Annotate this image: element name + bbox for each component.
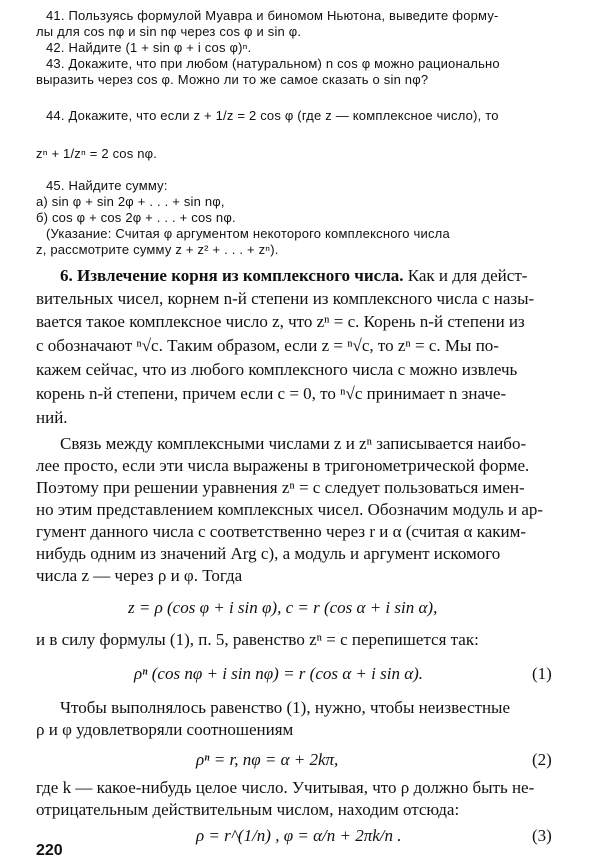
equation-3-label: (3) (532, 826, 552, 845)
section-line: отрицательным действительным числом, находим отсюда: (36, 800, 460, 819)
exercise-45-hint-line2: z, рассмотрите сумму z + z² + . . . + zⁿ). (36, 242, 279, 257)
exercise-45-a: а) sin φ + sin 2φ + . . . + sin nφ, (36, 194, 225, 209)
equation-1: ρⁿ (cos nφ + i sin nφ) = r (cos α + i sin α). (134, 664, 424, 683)
section-line: гумент данного числа c соответственно через r и α (считая α каким- (36, 522, 527, 541)
section-intro-text: Как и для дейст- (407, 266, 528, 285)
equation-1-label: (1) (532, 664, 552, 683)
section-line: где k — какое-нибудь целое число. Учитывая, что ρ должно быть не- (36, 778, 535, 797)
section-line: Поэтому при решении уравнения zⁿ = c следует пользоваться имен- (36, 478, 525, 497)
page-number: 220 (36, 842, 63, 859)
exercise-44-line2: zⁿ + 1/zⁿ = 2 cos nφ. (36, 146, 158, 161)
section-line: ний. (36, 408, 68, 427)
section-line: нибудь одним из значений Arg c), а модуль и аргумент искомого (36, 544, 501, 563)
equation-2: ρⁿ = r, nφ = α + 2kπ, (196, 750, 339, 769)
exercise-45-b: б) cos φ + cos 2φ + . . . + cos nφ. (36, 210, 236, 225)
exercise-44-line1: 44. Докажите, что если z + 1/z = 2 cos φ (где z — комплексное число), то (46, 108, 499, 123)
section-first-line (60, 266, 527, 286)
section-line: кажем сейчас, что из любого комплексного числа c можно извлечь (36, 360, 518, 379)
exercise-43-line1: 43. Докажите, что при любом (натуральном) n cos φ можно рационально (46, 56, 500, 71)
section-line: и в силу формулы (1), п. 5, равенство zⁿ = c перепишется так: (36, 630, 479, 649)
equation-2-label: (2) (532, 750, 552, 769)
section-line: но этим представлением комплексных чисел. Обозначим модуль и ар- (36, 500, 544, 519)
section-line: лее просто, если эти числа выражены в тригонометрической форме. (36, 456, 530, 475)
section-line: c обозначают ⁿ√c. Таким образом, если z = ⁿ√c, то zⁿ = c. Мы по- (36, 336, 499, 355)
section-line: ρ и φ удовлетворяли соотношениям (36, 720, 294, 739)
exercise-41-line2: лы для cos nφ и sin nφ через cos φ и sin φ. (36, 24, 302, 39)
exercise-43-line2: выразить через cos φ. Можно ли то же самое сказать о sin nφ? (36, 72, 429, 87)
exercise-45-hint-line1: (Указание: Считая φ аргументом некоторого комплексного числа (46, 226, 450, 241)
section-line: числа z — через ρ и φ. Тогда (36, 566, 243, 585)
section-line: Связь между комплексными числами z и zⁿ записывается наибо- (60, 434, 527, 453)
exercise-41-line1: 41. Пользуясь формулой Муавра и биномом Ньютона, выведите форму- (46, 8, 499, 23)
equation-3: ρ = r^(1/n) , φ = α/n + 2πk/n . (196, 826, 402, 845)
exercise-42: 42. Найдите (1 + sin φ + i cos φ)ⁿ. (46, 40, 252, 55)
section-line: вается такое комплексное число z, что zⁿ = c. Корень n-й степени из (36, 312, 525, 331)
section-line: вительных чисел, корнем n-й степени из комплексного числа c назы- (36, 289, 535, 308)
section-line: корень n-й степени, причем если c = 0, то ⁿ√c принимает n значе- (36, 384, 507, 403)
exercise-45-title: 45. Найдите сумму: (46, 178, 168, 193)
equation-trig-form: z = ρ (cos φ + i sin φ), c = r (cos α + i sin α), (128, 598, 438, 617)
section-title: 6. Извлечение корня из комплексного числа. (60, 266, 404, 285)
section-line: Чтобы выполнялось равенство (1), нужно, чтобы неизвестные (60, 698, 511, 717)
